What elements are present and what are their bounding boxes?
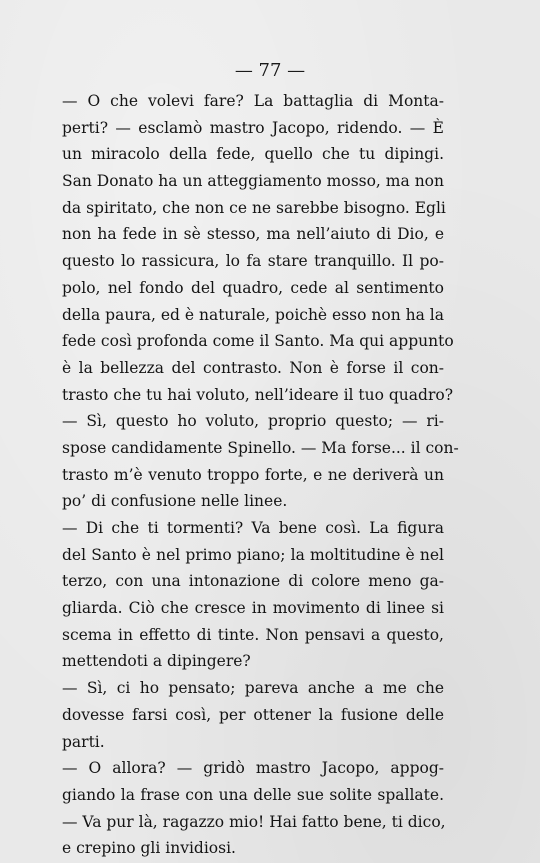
text-line: un miracolo della fede, quello che tu dipingi. [62, 145, 444, 164]
text-line: trasto m’è venuto troppo forte, e ne deriverà un [62, 465, 444, 484]
text-line: — Sì, ci ho pensato; pareva anche a me che [62, 679, 444, 698]
text-line: mettendoti a dipingere? [62, 652, 251, 671]
text-line: questo lo rassicura, lo fa stare tranquillo. Il po- [62, 252, 444, 271]
text-line: parti. [62, 732, 105, 751]
text-line: — Va pur là, ragazzo mio! Hai fatto bene, ti dico, [62, 812, 446, 831]
text-line: scema in effetto di tinte. Non pensavi a questo, [62, 625, 444, 644]
text-line: San Donato ha un atteggiamento mosso, ma non [62, 172, 444, 191]
text-line: terzo, con una intonazione di colore meno ga- [62, 572, 444, 591]
text-line: gliarda. Ciò che cresce in movimento di linee si [62, 599, 444, 618]
text-line: perti? — esclamò mastro Jacopo, ridendo. — È [62, 118, 444, 137]
text-line: — O che volevi fare? La battaglia di Monta- [62, 92, 444, 110]
text-line: da spiritato, che non ce ne sarebbe bisogno. Egli [62, 198, 446, 217]
text-line: — Di che ti tormenti? Va bene così. La figura [62, 519, 444, 537]
text-line: fede così profonda come il Santo. Ma qui appunto [62, 332, 454, 351]
text-line: giando la frase con una delle sue solite spallate. [62, 785, 444, 804]
text-line: — Sì, questo ho voluto, proprio questo; — ri- [62, 412, 444, 431]
text-line: non ha fede in sè stesso, ma nell’aiuto di Dio, e [62, 225, 444, 244]
text-line: spose candidamente Spinello. — Ma forse... il con- [62, 438, 459, 457]
text-line: del Santo è nel primo piano; la moltitudine è nel [62, 545, 444, 564]
text-line: po’ di confusione nelle linee. [62, 492, 288, 511]
text-line: trasto che tu hai voluto, nell’ideare il tuo quadro? [62, 385, 454, 404]
text-line: polo, nel fondo del quadro, cede al sentimento [62, 278, 444, 297]
body-text [62, 88, 459, 862]
text-line: e crepino gli invidiosi. [62, 839, 236, 858]
text-line: è la bellezza del contrasto. Non è forse il con- [62, 358, 444, 377]
text-line: dovesse farsi così, per ottener la fusione delle [62, 705, 444, 724]
text-line: — O allora? — gridò mastro Jacopo, appog- [62, 759, 444, 778]
text-line: della paura, ed è naturale, poichè esso non ha la [62, 305, 444, 324]
page-number: — 77 — [234, 60, 306, 81]
